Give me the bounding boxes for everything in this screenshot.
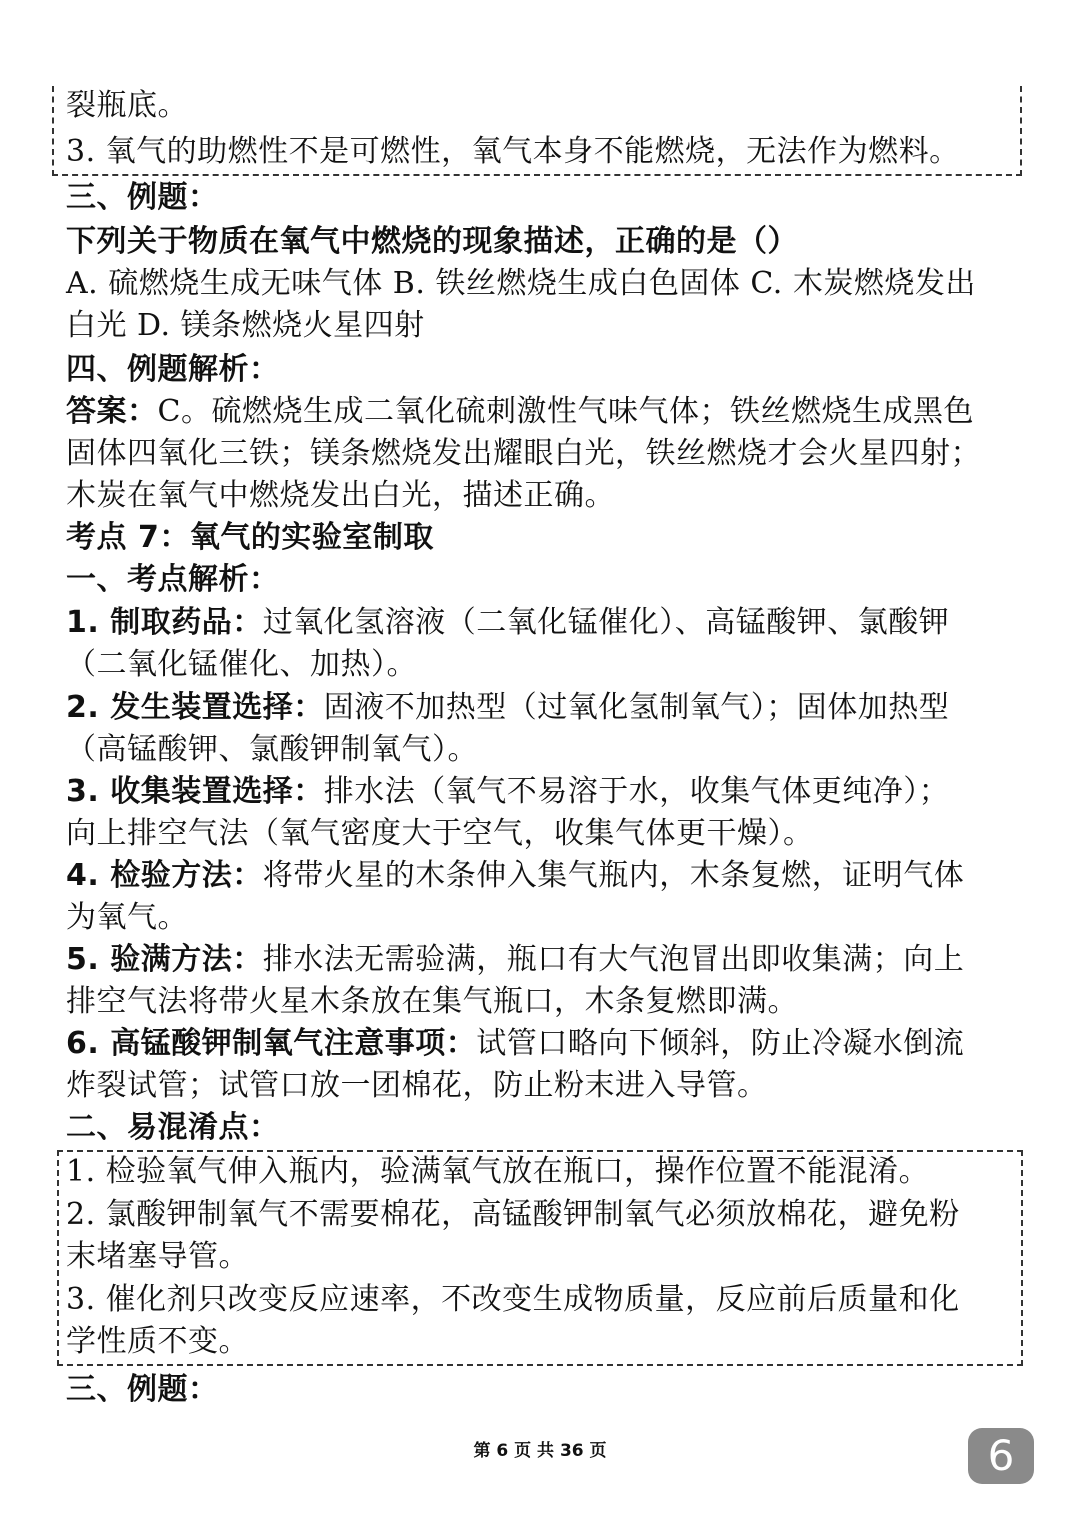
text-line: （高锰酸钾、氯酸钾制氧气）。 (66, 732, 478, 767)
text-line: 为氧气。 (66, 900, 188, 935)
text-line: 4. 检验方法：将带火星的木条伸入集气瓶内，木条复燃，证明气体 (66, 858, 965, 893)
text-line: 3. 收集装置选择：排水法（氧气不易溶于水，收集气体更纯净）； (66, 774, 950, 809)
text-line: 2. 氯酸钾制氧气不需要棉花，高锰酸钾制氧气必须放棉花，避免粉 (66, 1197, 960, 1232)
section-heading: 一、考点解析： (66, 562, 280, 597)
text-line: 答案：C。硫燃烧生成二氧化硫刺激性气味气体；铁丝燃烧生成黑色 (66, 394, 974, 429)
text-line: 3. 氧气的助燃性不是可燃性，氧气本身不能燃烧，无法作为燃料。 (66, 134, 960, 169)
text-line: A. 硫燃烧生成无味气体 B. 铁丝燃烧生成白色固体 C. 木炭燃烧发出 (66, 266, 976, 301)
text-line: 炸裂试管；试管口放一团棉花，防止粉末进入导管。 (66, 1068, 768, 1103)
section-heading: 四、例题解析： (66, 352, 280, 387)
section-heading: 三、例题： (66, 1372, 219, 1407)
text-line: 2. 发生装置选择：固液不加热型（过氧化氢制氧气）；固体加热型 (66, 690, 950, 725)
question-stem: 下列关于物质在氧气中燃烧的现象描述，正确的是（） (66, 224, 798, 259)
topic-title: 考点 7：氧气的实验室制取 (66, 520, 434, 555)
section-heading: 二、易混淆点： (66, 1110, 280, 1145)
text-line: 木炭在氧气中燃烧发出白光，描述正确。 (66, 478, 615, 513)
text-line: 5. 验满方法：排水法无需验满，瓶口有大气泡冒出即收集满；向上 (66, 942, 965, 977)
text-line: 固体四氧化三铁；镁条燃烧发出耀眼白光，铁丝燃烧才会火星四射； (66, 436, 981, 471)
text-line: 排空气法将带火星木条放在集气瓶口，木条复燃即满。 (66, 984, 798, 1019)
text-line: 末堵塞导管。 (66, 1239, 249, 1274)
text-line: 向上排空气法（氧气密度大于空气，收集气体更干燥）。 (66, 816, 814, 851)
text-line: 1. 检验氧气伸入瓶内，验满氧气放在瓶口，操作位置不能混淆。 (66, 1154, 930, 1189)
text-line: 1. 制取药品：过氧化氢溶液（二氧化锰催化）、高锰酸钾、氯酸钾 (66, 605, 950, 640)
page-number-badge: 6 (968, 1428, 1034, 1484)
text-line: 白光 D. 镁条燃烧火星四射 (66, 308, 425, 343)
section-heading: 三、例题： (66, 180, 219, 215)
text-line: 6. 高锰酸钾制氧气注意事项：试管口略向下倾斜，防止冷凝水倒流 (66, 1026, 965, 1061)
text-line: 学性质不变。 (66, 1324, 249, 1359)
text-line: 裂瓶底。 (66, 88, 188, 123)
page-footer: 第 6 页 共 36 页 (473, 1441, 607, 1461)
text-line: 3. 催化剂只改变反应速率，不改变生成物质量，反应前后质量和化 (66, 1282, 960, 1317)
text-line: （二氧化锰催化、加热）。 (66, 647, 417, 682)
